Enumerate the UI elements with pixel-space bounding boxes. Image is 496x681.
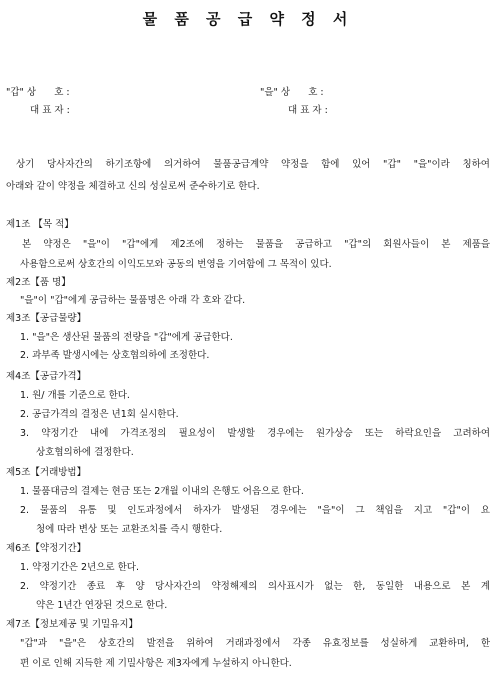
party-b-company-label: "을" 상 호 : [260, 87, 324, 98]
article-6-heading: 제6조【약정기간】 [6, 543, 87, 554]
article-1-heading: 제1조 【목 적】 [6, 219, 74, 230]
article-5-heading: 제5조【거래방법】 [6, 467, 87, 478]
document-title: 물 품 공 급 약 정 서 [142, 10, 354, 28]
article-4-line-1: 1. 원/ 개를 기준으로 한다. [20, 390, 130, 401]
article-7-heading: 제7조【정보제공 및 기밀유지】 [6, 619, 139, 630]
article-5-line-1: 1. 물품대금의 결제는 현금 또는 2개월 이내의 은행도 어음으로 한다. [20, 486, 304, 497]
article-1-line-2: 사용함으로써 상호간의 이익도모와 공동의 번영을 기여함에 그 목적이 있다. [20, 259, 332, 270]
article-1-line-1: 본 약정은 "을"이 "갑"에게 제2조에 정하는 물품을 공급하고 "갑"의 회원사들이 본 제품을 [22, 239, 490, 250]
party-a-rep-label: 대 표 자 : [30, 105, 70, 116]
article-7-line-2: 편 이로 인해 지득한 제 기밀사항은 제3자에게 누설하지 아니한다. [20, 658, 292, 669]
article-3-line-1: 1. "을"은 생산된 물품의 전량을 "갑"에게 공급한다. [20, 332, 233, 343]
party-a-company-label: "갑" 상 호 : [6, 87, 70, 98]
article-2-line-1: "을"이 "갑"에게 공급하는 물품명은 아래 각 호와 같다. [20, 295, 246, 306]
article-4-line-2: 2. 공급가격의 결정은 년1회 실시한다. [20, 409, 179, 420]
article-4-line-4: 상호협의하에 결정한다. [36, 447, 134, 458]
article-5-line-3: 청에 따라 변상 또는 교환조치를 즉시 행한다. [36, 524, 223, 535]
article-3-heading: 제3조【공급물량】 [6, 313, 87, 324]
article-6-line-1: 1. 약정기간은 2년으로 한다. [20, 562, 139, 573]
article-4-heading: 제4조【공급가격】 [6, 371, 87, 382]
party-b-rep-label: 대 표 자 : [288, 105, 328, 116]
article-2-heading: 제2조【품 명】 [6, 277, 71, 288]
intro-line-1: 상기 당사자간의 하기조항에 의거하여 물품공급계약 약정을 함에 있어 "갑" "을"이라 칭하여 [16, 159, 490, 170]
article-6-line-3: 약은 1년간 연장된 것으로 한다. [36, 600, 168, 611]
article-5-line-2: 2. 물품의 유통 및 인도과정에서 하자가 발생된 경우에는 "을"이 그 책임을 지고 "갑"이 요 [20, 505, 490, 516]
article-4-line-3: 3. 약정기간 내에 가격조정의 필요성이 발생할 경우에는 원가상승 또는 하락요인을 고려하여 [20, 428, 490, 439]
article-6-line-2: 2. 약정기간 종료 후 양 당사자간의 약정해제의 의사표시가 없는 한, 동일한 내용으로 본 계 [20, 581, 490, 592]
article-3-line-2: 2. 과부족 발생시에는 상호협의하에 조정한다. [20, 350, 210, 361]
article-7-line-1: "갑"과 "을"은 상호간의 발전을 위하여 거래과정에서 각종 유효정보를 성실하게 교환하며, 한 [20, 638, 490, 649]
intro-line-2: 아래와 같이 약정을 체결하고 신의 성실로써 준수하기로 한다. [6, 181, 260, 192]
